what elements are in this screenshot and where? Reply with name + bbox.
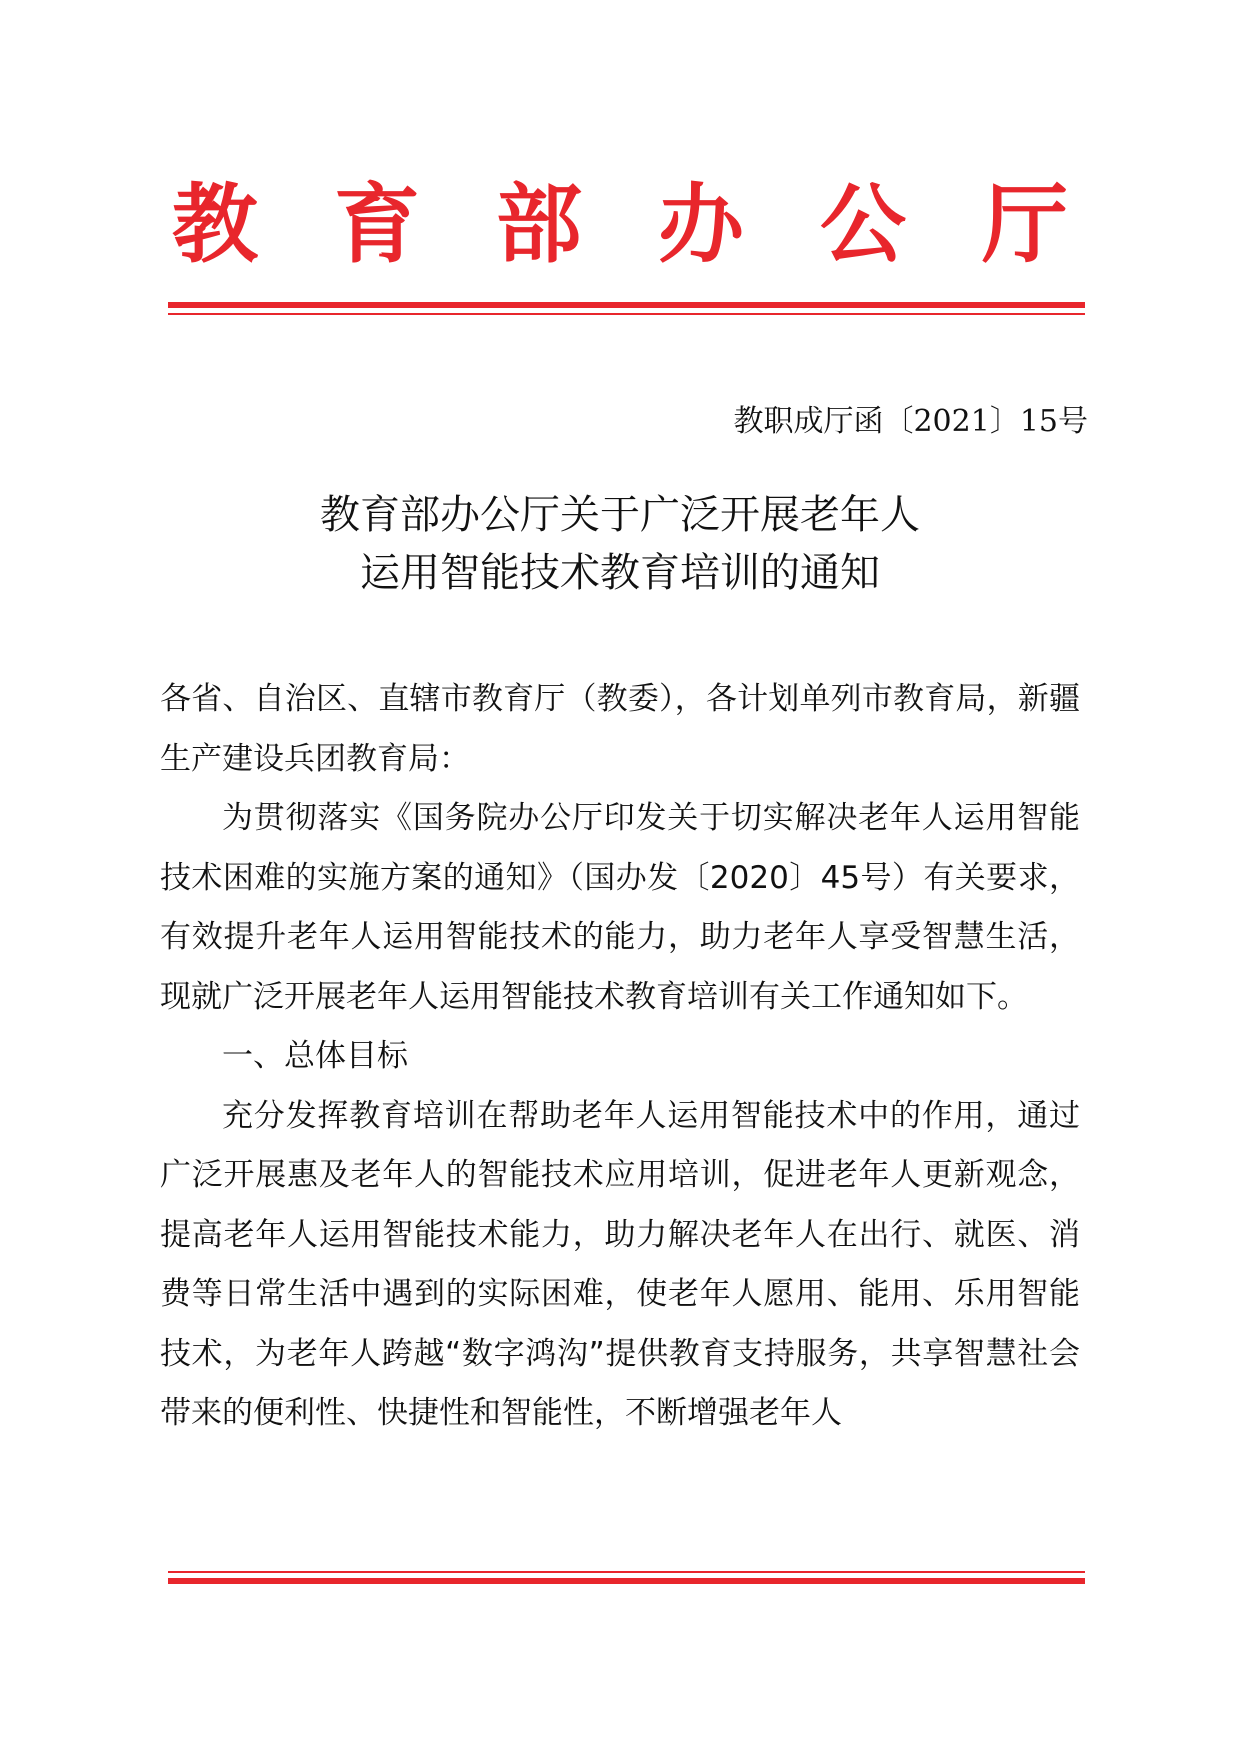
document-title-line: 教育部办公厅关于广泛开展老年人 <box>320 492 920 538</box>
salutation: 各省、自治区、直辖市教育厅（教委），各计划单列市教育局，新疆生产建设兵团教育局： <box>160 681 1080 777</box>
body-paragraph: 充分发挥教育培训在帮助老年人运用智能技术中的作用，通过广泛开展惠及老年人的智能技术应用培训，促进老年人更新观念，提高老年人运用智能技术能力，助力解决老年人在出行、就医、消费等日常生活中遇到的实际困难，使老年人愿用、能用、乐用智能技术，为老年人跨越“数字鸿沟”提供教育支持服务，共享智慧社会带来的便利性、快捷性和智能性，不断增强老年人 <box>160 1097 1080 1431</box>
footer-red-rule <box>168 1571 1085 1584</box>
issuer-header-char: 教 <box>172 174 258 275</box>
issuer-header-char: 厅 <box>982 174 1068 275</box>
issuer-header-char: 育 <box>334 174 420 275</box>
issuer-header-char: 部 <box>496 174 582 275</box>
section-heading: 一、总体目标 <box>222 1038 408 1074</box>
document-title <box>120 486 1120 602</box>
issuer-header-char: 公 <box>820 174 906 275</box>
body-paragraph: 为贯彻落实《国务院办公厅印发关于切实解决老年人运用智能技术困难的实施方案的通知》（国办发〔2020〕45号）有关要求，有效提升老年人运用智能技术的能力，助力老年人享受智慧生活，现就广泛开展老年人运用智能技术教育培训有关工作通知如下。 <box>160 800 1080 1015</box>
document-body <box>160 670 1080 1444</box>
header-red-rule <box>168 302 1085 315</box>
document-number: 教职成厅函〔2021〕15号 <box>733 404 1088 439</box>
issuer-header <box>160 170 1080 280</box>
document-title-line: 运用智能技术教育培训的通知 <box>360 550 880 596</box>
red-rule-thick <box>168 1578 1085 1584</box>
issuer-header-char: 办 <box>658 174 744 275</box>
red-rule-thin <box>168 313 1085 315</box>
